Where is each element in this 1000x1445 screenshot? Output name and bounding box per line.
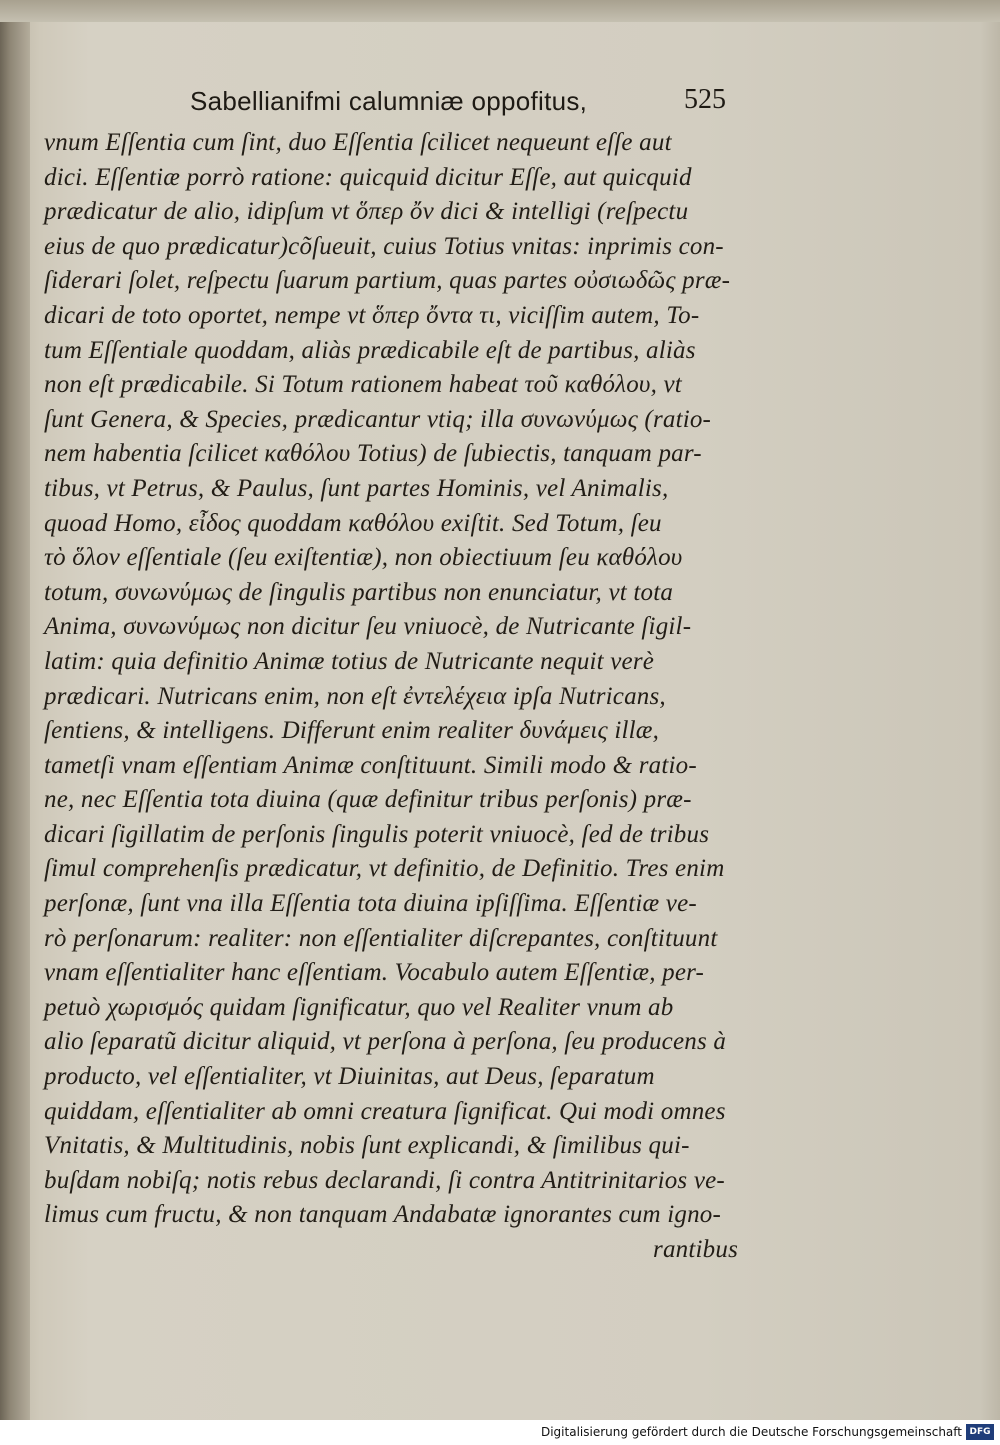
text-line: prædicari. Nutricans enim, non eſt ἐντελέχεια ipſa Nutricans, <box>44 682 666 710</box>
body-text <box>44 126 744 1268</box>
text-line: Vnitatis, & Multitudinis, nobis ſunt explicandi, & ſimilibus qui- <box>44 1132 690 1160</box>
text-line: dici. Eſſentiæ porrò ratione: quicquid dicitur Eſſe, aut quicquid <box>44 163 692 191</box>
page-top-edge <box>0 0 1000 22</box>
footer-bar <box>0 1420 1000 1445</box>
text-line: dicari de toto oportet, nempe vt ὅπερ ὄντα τι, viciſſim autem, To- <box>44 301 700 329</box>
page-header <box>0 86 1000 126</box>
text-line: perſonæ, ſunt vna illa Eſſentia tota diuina ipſiſſima. Eſſentiæ ve- <box>44 890 697 918</box>
text-line: tametſi vnam eſſentiam Animæ conſtituunt. Simili modo & ratio- <box>44 751 697 779</box>
text-line: ſiderari ſolet, reſpectu ſuarum partium, quas partes οὐσιωδῶς præ- <box>44 267 731 295</box>
text-line: limus cum fructu, & non tanquam Andabatæ ignorantes cum igno- <box>44 1201 721 1229</box>
page-number: 525 <box>684 84 726 115</box>
text-line: tum Eſſentiale quoddam, aliàs prædicabile eſt de partibus, aliàs <box>44 336 696 364</box>
text-line: ſunt Genera, & Species, prædicantur vtiq; illa συνωνύμως (ratio- <box>44 405 712 433</box>
text-line: Anima, συνωνύμως non dicitur ſeu vniuocè, de Nutricante ſigil- <box>44 613 692 641</box>
text-line: prædicatur de alio, idipſum vt ὅπερ ὄν dici & intelligi (reſpectu <box>44 198 689 226</box>
text-line: tibus, vt Petrus, & Paulus, ſunt partes Hominis, vel Animalis, <box>44 474 669 502</box>
text-line: latim: quia definitio Animæ totius de Nutricante nequit verè <box>44 647 655 675</box>
text-line: vnam eſſentialiter hanc eſſentiam. Vocabulo autem Eſſentiæ, per- <box>44 959 705 987</box>
text-line: vnum Eſſentia cum ſint, duo Eſſentia ſcilicet nequeunt eſſe aut <box>44 129 672 156</box>
text-line: buſdam nobiſq; notis rebus declarandi, ſi contra Antitrinitarios ve- <box>44 1166 725 1194</box>
text-line: totum, συνωνύμως de ſingulis partibus non enunciatur, vt tota <box>44 578 674 606</box>
text-line: nem habentia ſcilicet καθόλου Totius) de ſubiectis, tanquam par- <box>44 440 702 468</box>
text-line: dicari ſigillatim de perſonis ſingulis poterit vniuocè, ſed de tribus <box>44 820 710 848</box>
text-line: ſimul comprehenſis prædicatur, vt definitio, de Definitio. Tres enim <box>44 855 725 883</box>
text-line: ſentiens, & intelligens. Differunt enim realiter δυνάμεις illæ, <box>44 717 660 745</box>
running-title: Sabellianifmi calumniæ oppofitus, <box>190 86 588 116</box>
text-line: τὸ ὅλον eſſentiale (ſeu exiſtentiæ), non obiectiuum ſeu καθόλου <box>44 544 683 572</box>
text-line: petuò χωρισμός quidam ſignificatur, quo vel Realiter vnum ab <box>44 993 674 1021</box>
text-line: alio ſeparatũ dicitur aliquid, vt perſona à perſona, ſeu producens à <box>44 1028 727 1056</box>
text-line: ne, nec Eſſentia tota diuina (quæ definitur tribus perſonis) præ- <box>44 786 692 814</box>
catchword: rantibus <box>653 1236 738 1263</box>
binding-shadow <box>0 0 30 1420</box>
text-line: producto, vel eſſentialiter, vt Diuinitas, aut Deus, ſeparatum <box>44 1063 655 1091</box>
text-line: eius de quo prædicatur)cõſueuit, cuius Totius vnitas: inprimis con- <box>44 232 724 260</box>
text-line: rò perſonarum: realiter: non eſſentialiter diſcrepantes, conſtituunt <box>44 924 718 952</box>
funding-credit: Digitalisierung gefördert durch die Deutsche Forschungsgemeinschaft <box>540 1425 962 1439</box>
text-line: quiddam, eſſentialiter ab omni creatura ſignificat. Qui modi omnes <box>44 1097 726 1125</box>
text-line: quoad Homo, εἶδος quoddam καθόλου exiſtit. Sed Totum, ſeu <box>44 509 662 537</box>
dfg-logo: DFG <box>966 1424 994 1440</box>
text-line: non eſt prædicabile. Si Totum rationem habeat τοῦ καθόλου, vt <box>44 371 682 399</box>
